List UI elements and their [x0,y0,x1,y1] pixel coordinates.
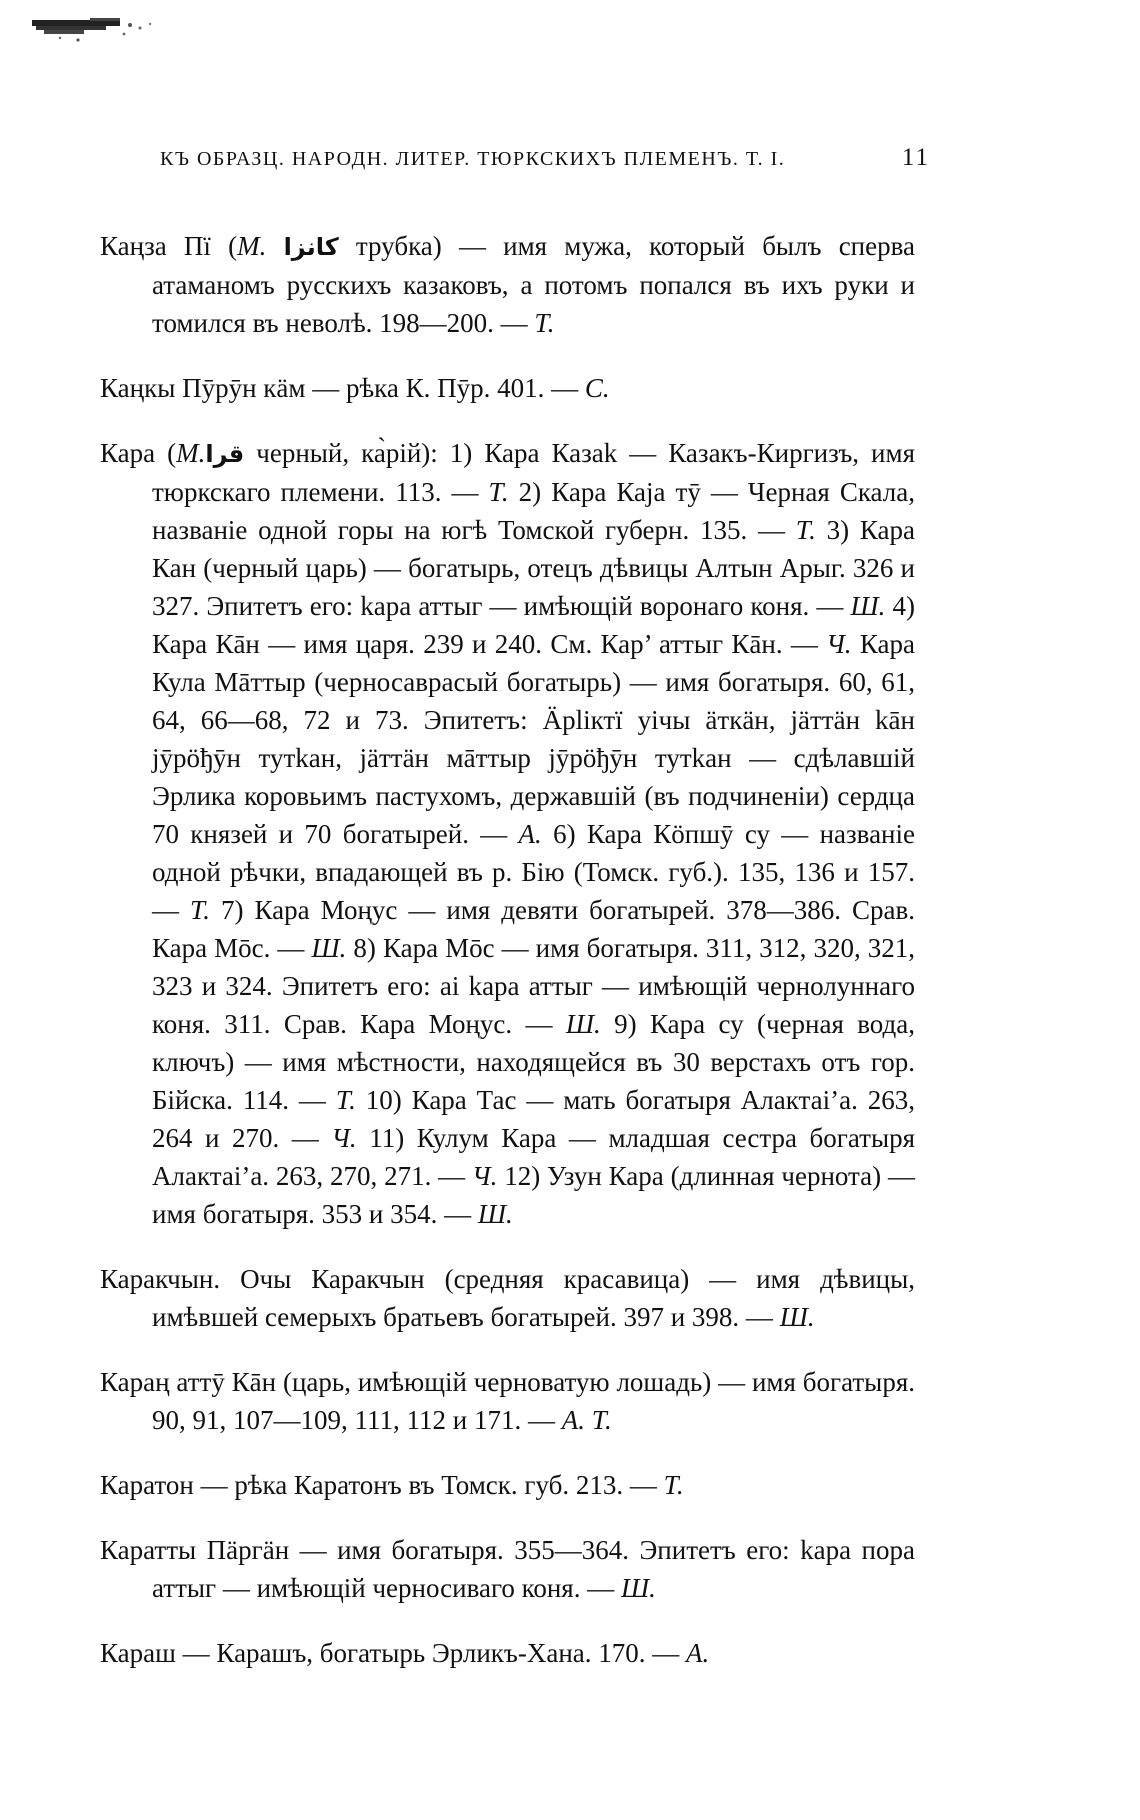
entry-text-run: 4) Кара Кāн — имя царя. 239 и 240. См. Кар’ аттыг Кāн. — [152,591,915,659]
entry-text-run: — рѣка Каратонъ въ Томск. губ. 213. — [193,1470,664,1500]
dictionary-entry [100,1260,915,1336]
source-siglum: Т. [488,477,509,507]
entry-text-run: Кара Кула Мāттыр (черносаврасый богатырь) — имя богатыря. 60, 61, 64, 66—68, 72 и 73. Эпитетъ: Äрlіктï уічы äткäн, јäттäн kāн јӯрӧђӯн тутkан, јäттäн мāттыр јӯрӧђӯн тутkан — сдѣлавшій Эрлика коровьимъ пастухомъ, державшій (въ подчиненіи) сердца 70 князей и 70 богатырей. — [152,629,916,849]
entry-text-run: ( [210,231,238,261]
entry-text-run: 8) Кара Мōс — имя богатыря. 311, 312, 320, 321, 323 и 324. Эпитетъ его: аі kара аттыг — имѣющій чернолуннаго коня. 311. Срав. Кара Моңус. — [152,933,915,1039]
running-title: КЪ ОБРАЗЦ. НАРОДН. ЛИТЕР. ТЮРКСКИХЪ ПЛЕМЕНЪ. Т. I. [160,148,786,170]
source-siglum: Ш. [565,1009,601,1039]
dictionary-entry [100,434,915,1233]
source-siglum: С. [584,373,610,403]
source-siglum: Ш. [850,591,886,621]
dictionary-entry [100,1531,915,1607]
entry-text-run: Очы Каракчын (средняя красавица) — имя дѣвицы, имѣвшей семерыхъ братьевъ богатырей. 397 и 398. — [152,1264,915,1332]
entry-text [152,438,915,1229]
source-siglum: Ш. [477,1199,513,1229]
entry-text-run: (царь, имѣющій черноватую лошадь) — имя богатыря. 90, 91, 107—109, 111, 112 и 171. — [152,1367,915,1435]
entry-text-run: — имя богатыря. 355—364. Эпитетъ его: kара пора аттыг — имѣющій черносиваго коня. — [152,1535,915,1603]
entry-text [152,231,915,338]
entry-text-run: 12) Узун Кара (длинная чернота) — имя богатыря. 353 и 354. — [152,1161,915,1229]
source-siglum: А. [518,819,542,849]
entry-headword: Кара [100,438,156,468]
dictionary-entry [100,369,915,407]
source-siglum: Ч. [331,1123,357,1153]
entry-headword: Караш [100,1638,176,1668]
source-siglum: Ч. [472,1161,498,1191]
source-siglum: Т. [189,895,211,925]
entry-text-run: 6) Кара Кӧпшӯ су — названіе одной рѣчки, впадающей въ р. Бію (Томск. губ.). 135, 136 и 157. — [152,819,915,925]
arabic-script-gloss: كانزا [283,233,339,261]
source-siglum: А. [686,1638,710,1668]
entry-text-run: 3) Кара Кан (черный царь) — богатырь, отецъ дѣвицы Алтын Арыг. 326 и 327. Эпитетъ его: kара аттыг — имѣющій воронаго коня. — [152,515,915,621]
source-siglum: Ч. [826,629,852,659]
source-siglum: М. [237,231,267,261]
entry-headword: Каратон [100,1470,194,1500]
ink-smudge-mark [30,16,160,46]
source-siglum: Ш. [779,1302,815,1332]
source-siglum: Т. [795,515,816,545]
entry-text-run: — рѣка К. Пӯр. 401. — [305,373,585,403]
running-head [160,144,930,180]
entry-headword: Каратты Пäргäн [100,1535,290,1565]
entry-text-run: 10) Кара Тас — мать богатыря Алактаі’а. 263, 264 и 270. — [152,1085,915,1153]
entry-text [176,1638,709,1668]
entry-headword: Караң аттӯ Кāн [100,1367,277,1397]
dictionary-entry [100,1634,915,1672]
source-siglum: Т. [663,1470,684,1500]
entry-text [305,373,609,403]
source-siglum: А. Т. [561,1405,612,1435]
entry-headword: Каңкы Пӯрӯн кäм [100,373,306,403]
source-siglum: Ш. [620,1573,656,1603]
dictionary-entry [100,227,915,342]
entry-text-run: 2) Кара Каја тӯ — Черная Скала, названіе одной горы на югѣ Томской губерн. 135. — [152,477,915,545]
entry-text-run: трубка) — имя мужа, который былъ сперва атаманомъ русскихъ казаковъ, а потомъ попался въ ихъ руки и томился въ неволѣ. 198—200. — [152,231,915,338]
entry-headword: Каңза Пï [100,231,211,261]
dictionary-entry [100,1363,915,1439]
entry-text [152,1264,915,1332]
source-siglum: Т. [534,308,555,338]
source-siglum: Ш. [311,933,347,963]
entry-text-run: черный, ка̀рій): 1) Кара Казаk — Казакъ-Киргизъ, имя тюркскаго племени. 113. — [152,438,915,507]
entry-text-run: 9) Кара су (черная вода, ключъ) — имя мѣстности, находящейся въ 30 верстахъ отъ гор. Бійска. 114. — [152,1009,915,1115]
entry-text [194,1470,684,1500]
entry-headword: Каракчын. [100,1264,221,1294]
dictionary-entry [100,1466,915,1504]
entry-text-run: 11) Кулум Кара — младшая сестра богатыря Алактаі’а. 263, 270, 271. — [152,1123,915,1191]
entry-text-run: — Карашъ, богатырь Эрликъ-Хана. 170. — [175,1638,687,1668]
source-siglum: Т. [335,1085,356,1115]
page-number: 11 [901,144,930,171]
entry-text-run: 7) Кара Моңус — имя девяти богатырей. 378—386. Срав. Кара Мōс. — [152,895,915,963]
entry-text-run: ( [155,438,177,468]
source-siglum: М. [176,438,206,468]
arabic-script-gloss: قرا [205,440,245,468]
entry-text-run [266,231,283,261]
dictionary-entries [100,200,915,1676]
